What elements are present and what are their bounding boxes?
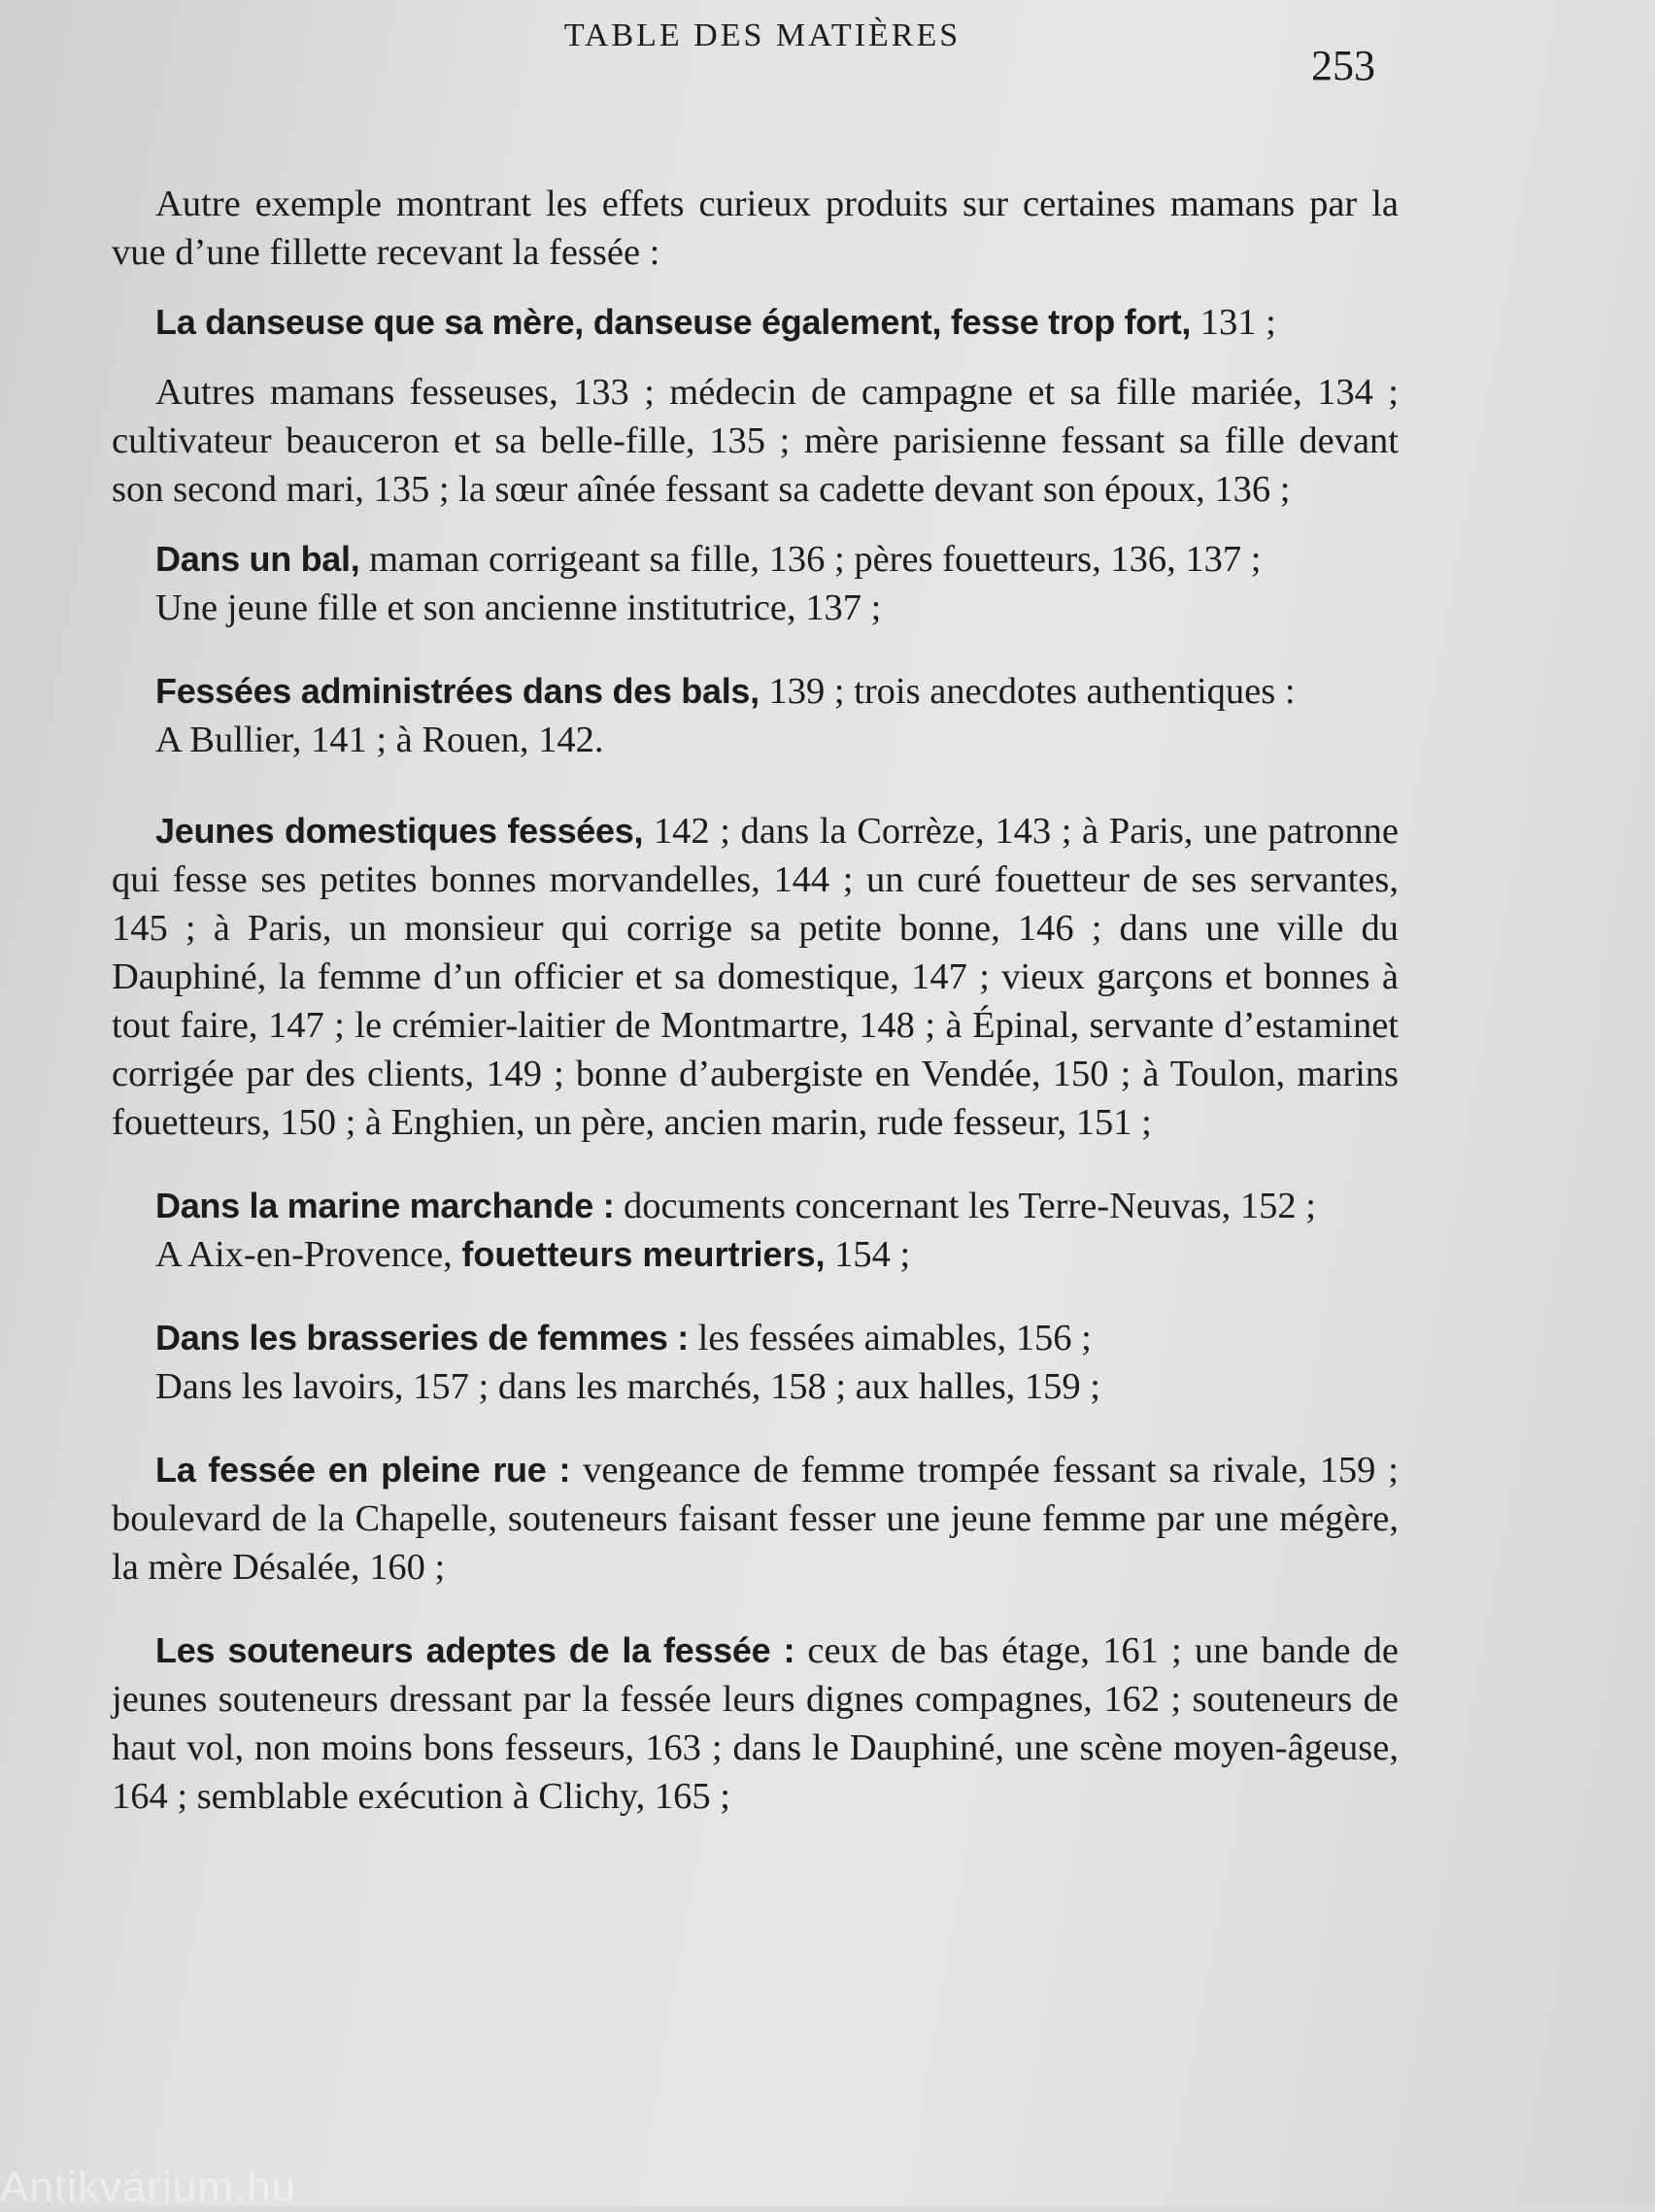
entry-text: les fessées aimables, 156 ; bbox=[689, 1318, 1092, 1358]
toc-line-lavoirs bbox=[112, 1362, 1399, 1411]
toc-line-institutrice bbox=[112, 584, 1399, 632]
entry-text: 139 ; trois anecdotes authentiques : bbox=[759, 671, 1296, 712]
entry-heading: La danseuse que sa mère, danseuse également, fesse trop fort, bbox=[155, 302, 1192, 342]
entry-text: documents concernant les Terre-Neuvas, 152 ; bbox=[614, 1186, 1316, 1226]
entry-heading: Dans un bal, bbox=[155, 539, 360, 579]
entry-text: A Bullier, 141 ; à Rouen, 142. bbox=[155, 720, 604, 760]
table-of-contents-body bbox=[112, 180, 1399, 1821]
entry-heading: Fessées administrées dans des bals, bbox=[155, 671, 760, 711]
toc-paragraph-bals bbox=[112, 667, 1399, 716]
page-number: 253 bbox=[1311, 42, 1375, 89]
toc-paragraph-domestiques bbox=[112, 807, 1399, 1147]
entry-text: 142 ; dans la Corrèze, 143 ; à Paris, une patronne qui fesse ses petites bonnes morvandelles, 144 ; un curé fouetteur de ses servantes, 145 ; à Paris, un monsieur qui corrige sa petite bonne, 146 ; dans une ville du Dauphiné, la femme d’un officier et sa domestique, 147 ; vieux garçons et bonnes à tout faire, 147 ; le crémier-laitier de Montmartre, 148 ; à Épinal, servante d’estaminet corrigée par des clients, 149 ; bonne d’aubergiste en Vendée, 150 ; à Toulon, marins fouetteurs, 150 ; à Enghien, un père, ancien marin, rude fesseur, 151 ; bbox=[112, 811, 1399, 1143]
entry-heading: Jeunes domestiques fessées, bbox=[155, 811, 644, 851]
toc-paragraph-mamans bbox=[112, 368, 1399, 514]
paragraph-text: Autres mamans fesseuses, 133 ; médecin de campagne et sa fille mariée, 134 ; cultivateur beauceron et sa belle-fille, 135 ; mère parisienne fessant sa fille devant son second mari, 135 ; la sœur aînée fessant sa cadette devant son époux, 136 ; bbox=[112, 372, 1399, 510]
entry-text: 131 ; bbox=[1191, 302, 1276, 343]
entry-heading: Dans la marine marchande : bbox=[155, 1186, 615, 1225]
entry-heading: Dans les brasseries de femmes : bbox=[155, 1318, 689, 1357]
entry-text: Dans les lavoirs, 157 ; dans les marchés, 158 ; aux halles, 159 ; bbox=[155, 1366, 1101, 1407]
entry-heading: fouetteurs meurtriers, bbox=[461, 1234, 826, 1274]
entry-heading: La fessée en pleine rue : bbox=[155, 1450, 571, 1490]
entry-text: maman corrigeant sa fille, 136 ; pères fouetteurs, 136, 137 ; bbox=[359, 539, 1262, 580]
toc-paragraph-danseuse bbox=[112, 298, 1399, 347]
toc-paragraph-marine bbox=[112, 1182, 1399, 1230]
paragraph-text: Autre exemple montrant les effets curieux produits sur certaines mamans par la vue d’une fillette recevant la fessée : bbox=[112, 184, 1399, 273]
entry-text: Une jeune fille et son ancienne institutrice, 137 ; bbox=[155, 587, 882, 628]
entry-heading: Les souteneurs adeptes de la fessée : bbox=[155, 1630, 795, 1670]
toc-paragraph-intro bbox=[112, 180, 1399, 277]
toc-line-bullier bbox=[112, 716, 1399, 764]
entry-text: ceux de bas étage, 161 ; une bande de jeunes souteneurs dressant par la fessée leurs dignes compagnes, 162 ; souteneurs de haut vol, non moins bons fesseurs, 163 ; dans le Dauphiné, une scène moyen-âgeuse, 164 ; semblable exécution à Clichy, 165 ; bbox=[112, 1630, 1399, 1817]
toc-paragraph-bal bbox=[112, 535, 1399, 584]
toc-line-aix bbox=[112, 1230, 1399, 1279]
watermark: Antikvárium.hu bbox=[0, 2163, 297, 2211]
entry-text: A Aix-en-Provence, bbox=[155, 1234, 462, 1275]
running-head-title: TABLE DES MATIÈRES bbox=[563, 17, 962, 53]
toc-paragraph-rue bbox=[112, 1446, 1399, 1592]
entry-text: vengeance de femme trompée fessant sa rivale, 159 ; boulevard de la Chapelle, souteneurs faisant fesser une jeune femme par une mégère, la mère Désalée, 160 ; bbox=[112, 1450, 1399, 1588]
toc-paragraph-brasseries bbox=[112, 1314, 1399, 1362]
toc-paragraph-souteneurs bbox=[112, 1626, 1399, 1821]
entry-text: 154 ; bbox=[825, 1234, 911, 1275]
